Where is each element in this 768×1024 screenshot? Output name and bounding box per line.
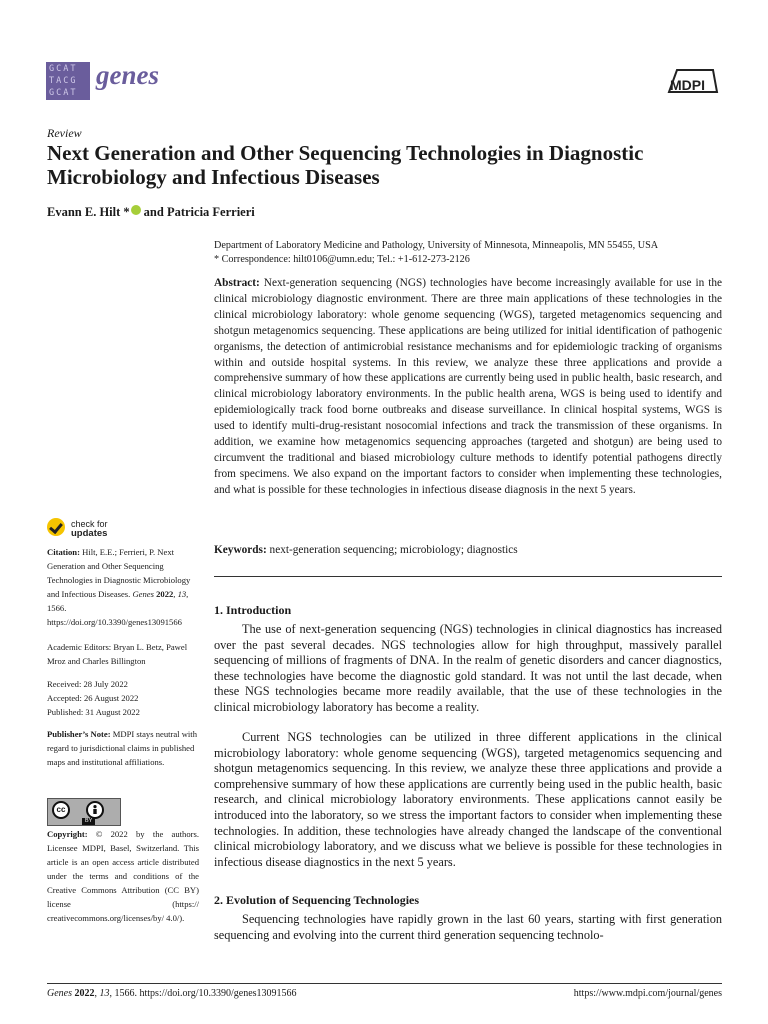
body-paragraph bbox=[214, 730, 722, 870]
citation-year: 2022 bbox=[156, 589, 174, 599]
dates bbox=[47, 677, 199, 719]
by-label: BY bbox=[82, 818, 95, 825]
publisher-note bbox=[47, 727, 199, 769]
citation-text: Hilt, E.E.; Ferrieri, P. Next Generation and Other Sequencing Technologies in Diagnostic Microbiology and Infectious Diseases. bbox=[47, 547, 191, 599]
abstract-text: Next-generation sequencing (NGS) technologies have become increasingly available for use in the clinical microbiology diagnostic environment. There are three main applications of these technologies in the clinical microbiology laboratory: whole genome sequencing (WGS), targeted metagenomics sequencing and shotgun metagenomics sequencing. These applications are being utilized for initial identification of pathogenic organisms, the detection of antimicrobial resistance mechanisms and for epidemiologic tracking of organisms within and outside hospital systems. In this review, we analyze these three applications and provide a comprehensive summary of how these applications are currently being used in public health, basic research, and clinical microbiology laboratory environments. In the public health arena, WGS is being used to identify and epidemiologically track food borne outbreaks and disease surveillance. In clinical hospital systems, WGS is used to identify multi-drug-resistant nosocomial infections and track the transmission of these organisms. In addition, we examine how metagenomics sequencing approaches (targeted and shotgun) are being used to circumvent the traditional and biased microbiology culture methods to identify potential pathogens directly from specimens. We also expand on the important factors to consider when implementing these technologies, and what is possible for these technologies in infectious disease diagnosis in the next 5 years. bbox=[214, 277, 722, 496]
article-type: Review bbox=[47, 126, 82, 140]
attribution-icon bbox=[86, 801, 104, 819]
keywords bbox=[214, 544, 722, 556]
publisher-logo: MDPI bbox=[670, 77, 705, 93]
section-heading: 2. Evolution of Sequencing Technologies bbox=[214, 893, 420, 907]
paragraph-text: The use of next-generation sequencing (NGS) technologies in clinical diagnostics has increased over the past several decades. NGS technologies allow for high throughput, massively parallel sequencing of millions of fragments of DNA. In the realm of genetic disorders and cancer diagnostics, these technologies have become the diagnostic gold standard. It was not until the last decade, when these NGS technologies became more readily available, that the use of these technologies in the clinical microbiology laboratory has become a reality. bbox=[214, 622, 722, 714]
footer-citation: Genes 2022, 13, 1566. https://doi.org/10.3390/genes13091566 bbox=[47, 988, 297, 999]
footer-year: 2022 bbox=[74, 988, 95, 999]
footer-url[interactable]: https://www.mdpi.com/journal/genes bbox=[573, 988, 722, 999]
note-text: MDPI stays neutral with regard to jurisdictional claims in published maps and institutional affiliations. bbox=[47, 729, 197, 767]
footer-volume: 13 bbox=[99, 988, 110, 999]
authors bbox=[47, 205, 255, 220]
cc-icon: cc bbox=[52, 801, 70, 819]
body-paragraph bbox=[214, 912, 722, 943]
footer-doi[interactable]: , 1566. https://doi.org/10.3390/genes13091566 bbox=[109, 988, 297, 999]
affiliation: Department of Laboratory Medicine and Pathology, University of Minnesota, Minneapolis, MN 55455, USA bbox=[214, 240, 659, 251]
logo-row: GCAT bbox=[49, 88, 78, 98]
correspondence: * Correspondence: hilt0106@umn.edu; Tel.: +1-612-273-2126 bbox=[214, 254, 470, 265]
author-name[interactable]: and Patricia Ferrieri bbox=[143, 205, 255, 219]
citation-journal: Genes bbox=[132, 589, 154, 599]
check-label: check for bbox=[71, 519, 108, 529]
abstract bbox=[214, 276, 722, 499]
copyright bbox=[47, 827, 199, 925]
logo-row: GCAT bbox=[49, 64, 78, 74]
paragraph-text: Sequencing technologies have rapidly grown in the last 60 years, starting with first generation sequencing and evolving into the current third generation sequencing technolo- bbox=[214, 912, 722, 942]
copyright-label: Copyright: bbox=[47, 829, 88, 839]
abstract-label: Abstract: bbox=[214, 277, 260, 289]
accepted-date: Accepted: 26 August 2022 bbox=[47, 693, 139, 703]
copyright-text: © 2022 by the authors. Licensee MDPI, Basel, Switzerland. This article is an open access article distributed under the terms and conditions of the Creative Commons Attribution (CC BY) license (https:// creativecommons.org/licenses/by/ 4.0/). bbox=[47, 829, 199, 923]
body-paragraph bbox=[214, 622, 722, 716]
note-label: Publisher’s Note: bbox=[47, 729, 111, 739]
paragraph-text: Current NGS technologies can be utilized in three different applications in the clinical microbiology laboratory: whole genome sequencing (WGS), targeted metagenomics sequencing and shotgun metagenomics sequencing. In this review, we analyze these three applications and provide a comprehensive summary of how these applications are currently being used in the public health, basic research, and clinical microbiology laboratory environments. These applications cannot easily be introduced into the laboratory, so we stress the important factors to consider when implementing these technologies. In addition, these technologies have already changed the landscape of the conventional clinical microbiology laboratory, and we discuss what we believe is possible for these technologies in infectious disease diagnostics in the next 5 years. bbox=[214, 730, 722, 869]
citation-doi[interactable]: , 1566. https://doi.org/10.3390/genes13091566 bbox=[47, 589, 189, 627]
received-date: Received: 28 July 2022 bbox=[47, 679, 128, 689]
journal-logo bbox=[46, 62, 90, 100]
citation: Citation: Hilt, E.E.; Ferrieri, P. Next Generation and Other Sequencing Technologies in Diagnostic Microbiology and Infectious Diseases. Genes 2022, 13, 1566. https://doi.org/10.3390/genes13091566 bbox=[47, 547, 191, 627]
footer-journal: Genes bbox=[47, 988, 72, 999]
cc-by-license-icon[interactable] bbox=[47, 798, 121, 826]
logo-row: TACG bbox=[49, 76, 78, 86]
academic-editors: Academic Editors: Bryan L. Betz, Pawel Mroz and Charles Billington bbox=[47, 642, 188, 666]
published-date: Published: 31 August 2022 bbox=[47, 707, 140, 717]
citation-volume: 13 bbox=[177, 589, 187, 599]
orcid-icon[interactable] bbox=[131, 205, 141, 215]
keywords-text: next-generation sequencing; microbiology; diagnostics bbox=[269, 544, 518, 556]
section-heading: 1. Introduction bbox=[214, 603, 292, 617]
journal-name: genes bbox=[96, 60, 159, 90]
keywords-label: Keywords: bbox=[214, 544, 267, 556]
footer-divider bbox=[47, 983, 722, 984]
affiliation-block bbox=[214, 239, 726, 267]
author-name[interactable]: Evann E. Hilt * bbox=[47, 205, 130, 219]
citation-label: Citation: bbox=[47, 547, 80, 557]
article-title: Next Generation and Other Sequencing Technologies in Diagnostic Microbiology and Infectious Diseases bbox=[47, 141, 644, 189]
divider bbox=[214, 576, 722, 577]
updates-label: updates bbox=[71, 528, 108, 539]
check-icon bbox=[47, 518, 65, 536]
